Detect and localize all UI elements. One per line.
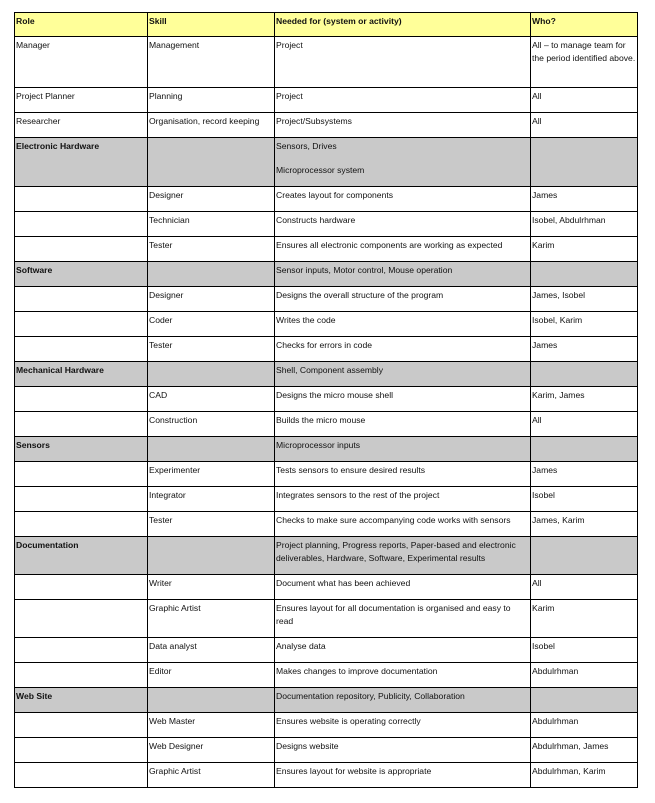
table-row	[15, 287, 638, 312]
who-cell: Abdulrhman, Karim	[531, 763, 638, 788]
role-cell: Manager	[15, 37, 148, 88]
role-cell: Project Planner	[15, 88, 148, 113]
role-cell	[15, 487, 148, 512]
needed-for-cell: Builds the micro mouse	[275, 412, 531, 437]
who-cell: James	[531, 187, 638, 212]
who-cell: Karim, James	[531, 387, 638, 412]
who-cell	[531, 262, 638, 287]
skill-cell: Tester	[148, 337, 275, 362]
who-cell: All	[531, 412, 638, 437]
role-cell: Researcher	[15, 113, 148, 138]
role-cell: Web Site	[15, 688, 148, 713]
group-row	[15, 138, 638, 187]
table-row	[15, 37, 638, 88]
needed-for-cell: Checks to make sure accompanying code works with sensors	[275, 512, 531, 537]
skill-cell	[148, 437, 275, 462]
who-cell	[531, 138, 638, 187]
table-row	[15, 113, 638, 138]
header-row	[15, 13, 638, 37]
role-cell	[15, 287, 148, 312]
role-cell	[15, 713, 148, 738]
needed-for-cell: Ensures layout for all documentation is organised and easy to read	[275, 600, 531, 638]
role-cell	[15, 763, 148, 788]
needed-for-cell: Writes the code	[275, 312, 531, 337]
role-cell: Mechanical Hardware	[15, 362, 148, 387]
group-row	[15, 262, 638, 287]
who-cell: James, Karim	[531, 512, 638, 537]
role-cell	[15, 575, 148, 600]
table-row	[15, 763, 638, 788]
role-cell	[15, 412, 148, 437]
needed-for-cell: Makes changes to improve documentation	[275, 663, 531, 688]
who-cell: All	[531, 88, 638, 113]
needed-for-cell: Ensures all electronic components are working as expected	[275, 237, 531, 262]
table-row	[15, 462, 638, 487]
skill-cell: Coder	[148, 312, 275, 337]
needed-for-cell: Ensures website is operating correctly	[275, 713, 531, 738]
who-cell	[531, 688, 638, 713]
needed-for-cell: Document what has been achieved	[275, 575, 531, 600]
needed-for-cell: Microprocessor inputs	[275, 437, 531, 462]
skill-cell	[148, 138, 275, 187]
skill-cell: Tester	[148, 512, 275, 537]
skill-cell: Construction	[148, 412, 275, 437]
table-row	[15, 337, 638, 362]
table-row	[15, 88, 638, 113]
skill-cell: Designer	[148, 187, 275, 212]
needed-for-cell: Project	[275, 88, 531, 113]
table-row	[15, 638, 638, 663]
who-cell: Abdulrhman	[531, 713, 638, 738]
table-row	[15, 600, 638, 638]
needed-for-cell: Designs the overall structure of the program	[275, 287, 531, 312]
role-cell: Electronic Hardware	[15, 138, 148, 187]
skill-cell: Writer	[148, 575, 275, 600]
who-cell	[531, 437, 638, 462]
role-cell	[15, 187, 148, 212]
needed-for-line: Microprocessor system	[276, 165, 365, 175]
needed-for-cell	[275, 138, 531, 187]
who-cell: Abdulrhman	[531, 663, 638, 688]
skill-cell: Graphic Artist	[148, 600, 275, 638]
role-cell	[15, 337, 148, 362]
who-cell: All	[531, 575, 638, 600]
needed-for-cell: Shell, Component assembly	[275, 362, 531, 387]
role-cell	[15, 387, 148, 412]
role-cell: Sensors	[15, 437, 148, 462]
needed-for-cell: Creates layout for components	[275, 187, 531, 212]
needed-for-cell: Project	[275, 37, 531, 88]
group-row	[15, 362, 638, 387]
skill-cell: Management	[148, 37, 275, 88]
skill-cell	[148, 537, 275, 575]
skill-cell	[148, 262, 275, 287]
role-cell: Documentation	[15, 537, 148, 575]
skill-cell: Planning	[148, 88, 275, 113]
role-cell	[15, 312, 148, 337]
who-cell: Isobel, Karim	[531, 312, 638, 337]
table-row	[15, 487, 638, 512]
needed-for-cell: Sensor inputs, Motor control, Mouse operation	[275, 262, 531, 287]
table-row	[15, 212, 638, 237]
skill-cell: Tester	[148, 237, 275, 262]
who-cell: Isobel	[531, 487, 638, 512]
table-row	[15, 412, 638, 437]
header-role: Role	[15, 13, 148, 37]
group-row	[15, 688, 638, 713]
header-needed-for: Needed for (system or activity)	[275, 13, 531, 37]
needed-for-cell: Analyse data	[275, 638, 531, 663]
skill-cell	[148, 688, 275, 713]
skill-cell: Data analyst	[148, 638, 275, 663]
who-cell	[531, 537, 638, 575]
skill-cell: Graphic Artist	[148, 763, 275, 788]
skill-cell	[148, 362, 275, 387]
role-cell	[15, 738, 148, 763]
table-row	[15, 387, 638, 412]
header-skill: Skill	[148, 13, 275, 37]
who-cell: James	[531, 462, 638, 487]
who-cell: Abdulrhman, James	[531, 738, 638, 763]
role-cell	[15, 237, 148, 262]
needed-for-cell: Checks for errors in code	[275, 337, 531, 362]
table-row	[15, 713, 638, 738]
skill-cell: CAD	[148, 387, 275, 412]
who-cell: James	[531, 337, 638, 362]
table-row	[15, 575, 638, 600]
skill-cell: Experimenter	[148, 462, 275, 487]
needed-for-cell: Constructs hardware	[275, 212, 531, 237]
needed-for-cell: Documentation repository, Publicity, Collaboration	[275, 688, 531, 713]
who-cell: Isobel, Abdulrhman	[531, 212, 638, 237]
needed-for-line: Sensors, Drives	[276, 141, 337, 151]
needed-for-cell: Designs the micro mouse shell	[275, 387, 531, 412]
table-row	[15, 663, 638, 688]
skill-cell: Technician	[148, 212, 275, 237]
role-cell	[15, 212, 148, 237]
role-cell	[15, 638, 148, 663]
needed-for-cell: Project/Subsystems	[275, 113, 531, 138]
needed-for-cell: Integrates sensors to the rest of the project	[275, 487, 531, 512]
group-row	[15, 537, 638, 575]
role-cell	[15, 512, 148, 537]
who-cell: Isobel	[531, 638, 638, 663]
needed-for-cell: Ensures layout for website is appropriate	[275, 763, 531, 788]
who-cell: Karim	[531, 600, 638, 638]
table-row	[15, 187, 638, 212]
skill-cell: Designer	[148, 287, 275, 312]
skill-cell: Web Designer	[148, 738, 275, 763]
role-cell	[15, 663, 148, 688]
roles-table	[14, 12, 638, 788]
role-cell	[15, 462, 148, 487]
needed-for-cell: Project planning, Progress reports, Paper-based and electronic deliverables, Hardware, Software, Experimental results	[275, 537, 531, 575]
table-row	[15, 312, 638, 337]
role-cell: Software	[15, 262, 148, 287]
who-cell: Karim	[531, 237, 638, 262]
needed-for-cell: Designs website	[275, 738, 531, 763]
table-row	[15, 738, 638, 763]
skill-cell: Integrator	[148, 487, 275, 512]
skill-cell: Organisation, record keeping	[148, 113, 275, 138]
who-cell: All	[531, 113, 638, 138]
skill-cell: Editor	[148, 663, 275, 688]
header-who: Who?	[531, 13, 638, 37]
who-cell: James, Isobel	[531, 287, 638, 312]
who-cell: All – to manage team for the period identified above.	[531, 37, 638, 88]
table-row	[15, 512, 638, 537]
table-row	[15, 237, 638, 262]
skill-cell: Web Master	[148, 713, 275, 738]
needed-for-cell: Tests sensors to ensure desired results	[275, 462, 531, 487]
who-cell	[531, 362, 638, 387]
group-row	[15, 437, 638, 462]
role-cell	[15, 600, 148, 638]
